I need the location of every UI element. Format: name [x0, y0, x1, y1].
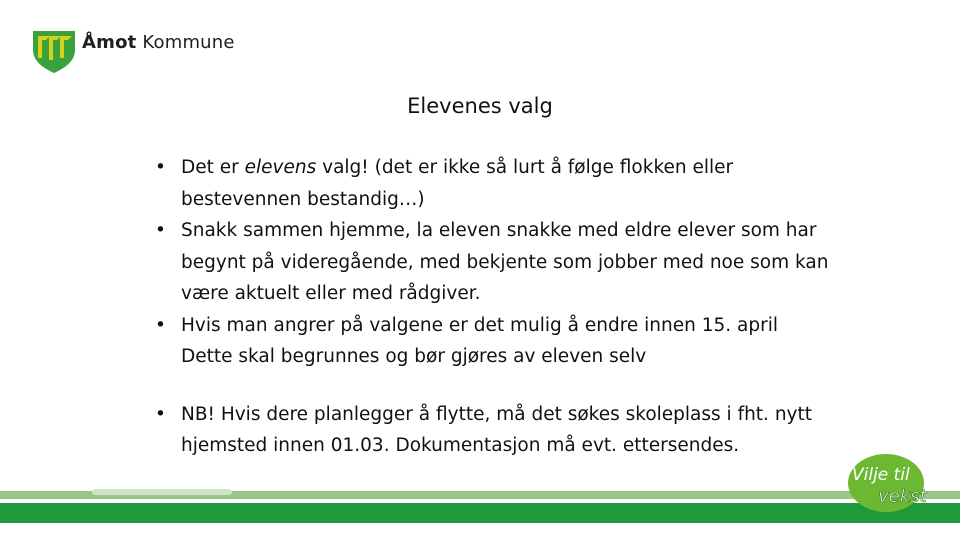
bullet-item: • Hvis man angrer på valgene er det mulig å endre innen 15. april Dette skal begrunnes og bør gjøres av eleven selv [150, 310, 830, 373]
bullet-item: • NB! Hvis dere planlegger å flytte, må det søkes skoleplass i fht. nytt hjemsted innen 01.03. Dokumentasjon må evt. ettersendes. [150, 399, 830, 462]
bullet-text-start: Det er [181, 157, 245, 178]
footer-stripe-highlight [92, 489, 232, 495]
municipal-shield-icon [30, 28, 78, 74]
bullet-item [150, 152, 830, 215]
badge-line-2: vekst [878, 486, 927, 507]
logo-wordmark [82, 32, 235, 53]
slide-title: Elevenes valg [407, 94, 553, 118]
bullet-text-end: valg! (det er ikke så lurt å følge flokken eller bestevennen bestandig…) [181, 157, 734, 210]
footer-dark-stripe [0, 503, 960, 523]
badge-line-1: Vilje til [852, 465, 910, 485]
amot-kommune-logo [30, 28, 270, 74]
bullet-item: • Snakk sammen hjemme, la eleven snakke med eldre elever som har begynt på videregående, med bekjente som jobber med noe som kan være aktuelt eller med rådgiver. [150, 215, 830, 310]
bullet-list [150, 152, 830, 462]
bullet-emphasis: elevens [244, 157, 317, 178]
vilje-til-vekst-badge [846, 452, 946, 516]
logo-regular-text: Kommune [136, 32, 235, 53]
logo-bold-text: Åmot [82, 32, 137, 53]
